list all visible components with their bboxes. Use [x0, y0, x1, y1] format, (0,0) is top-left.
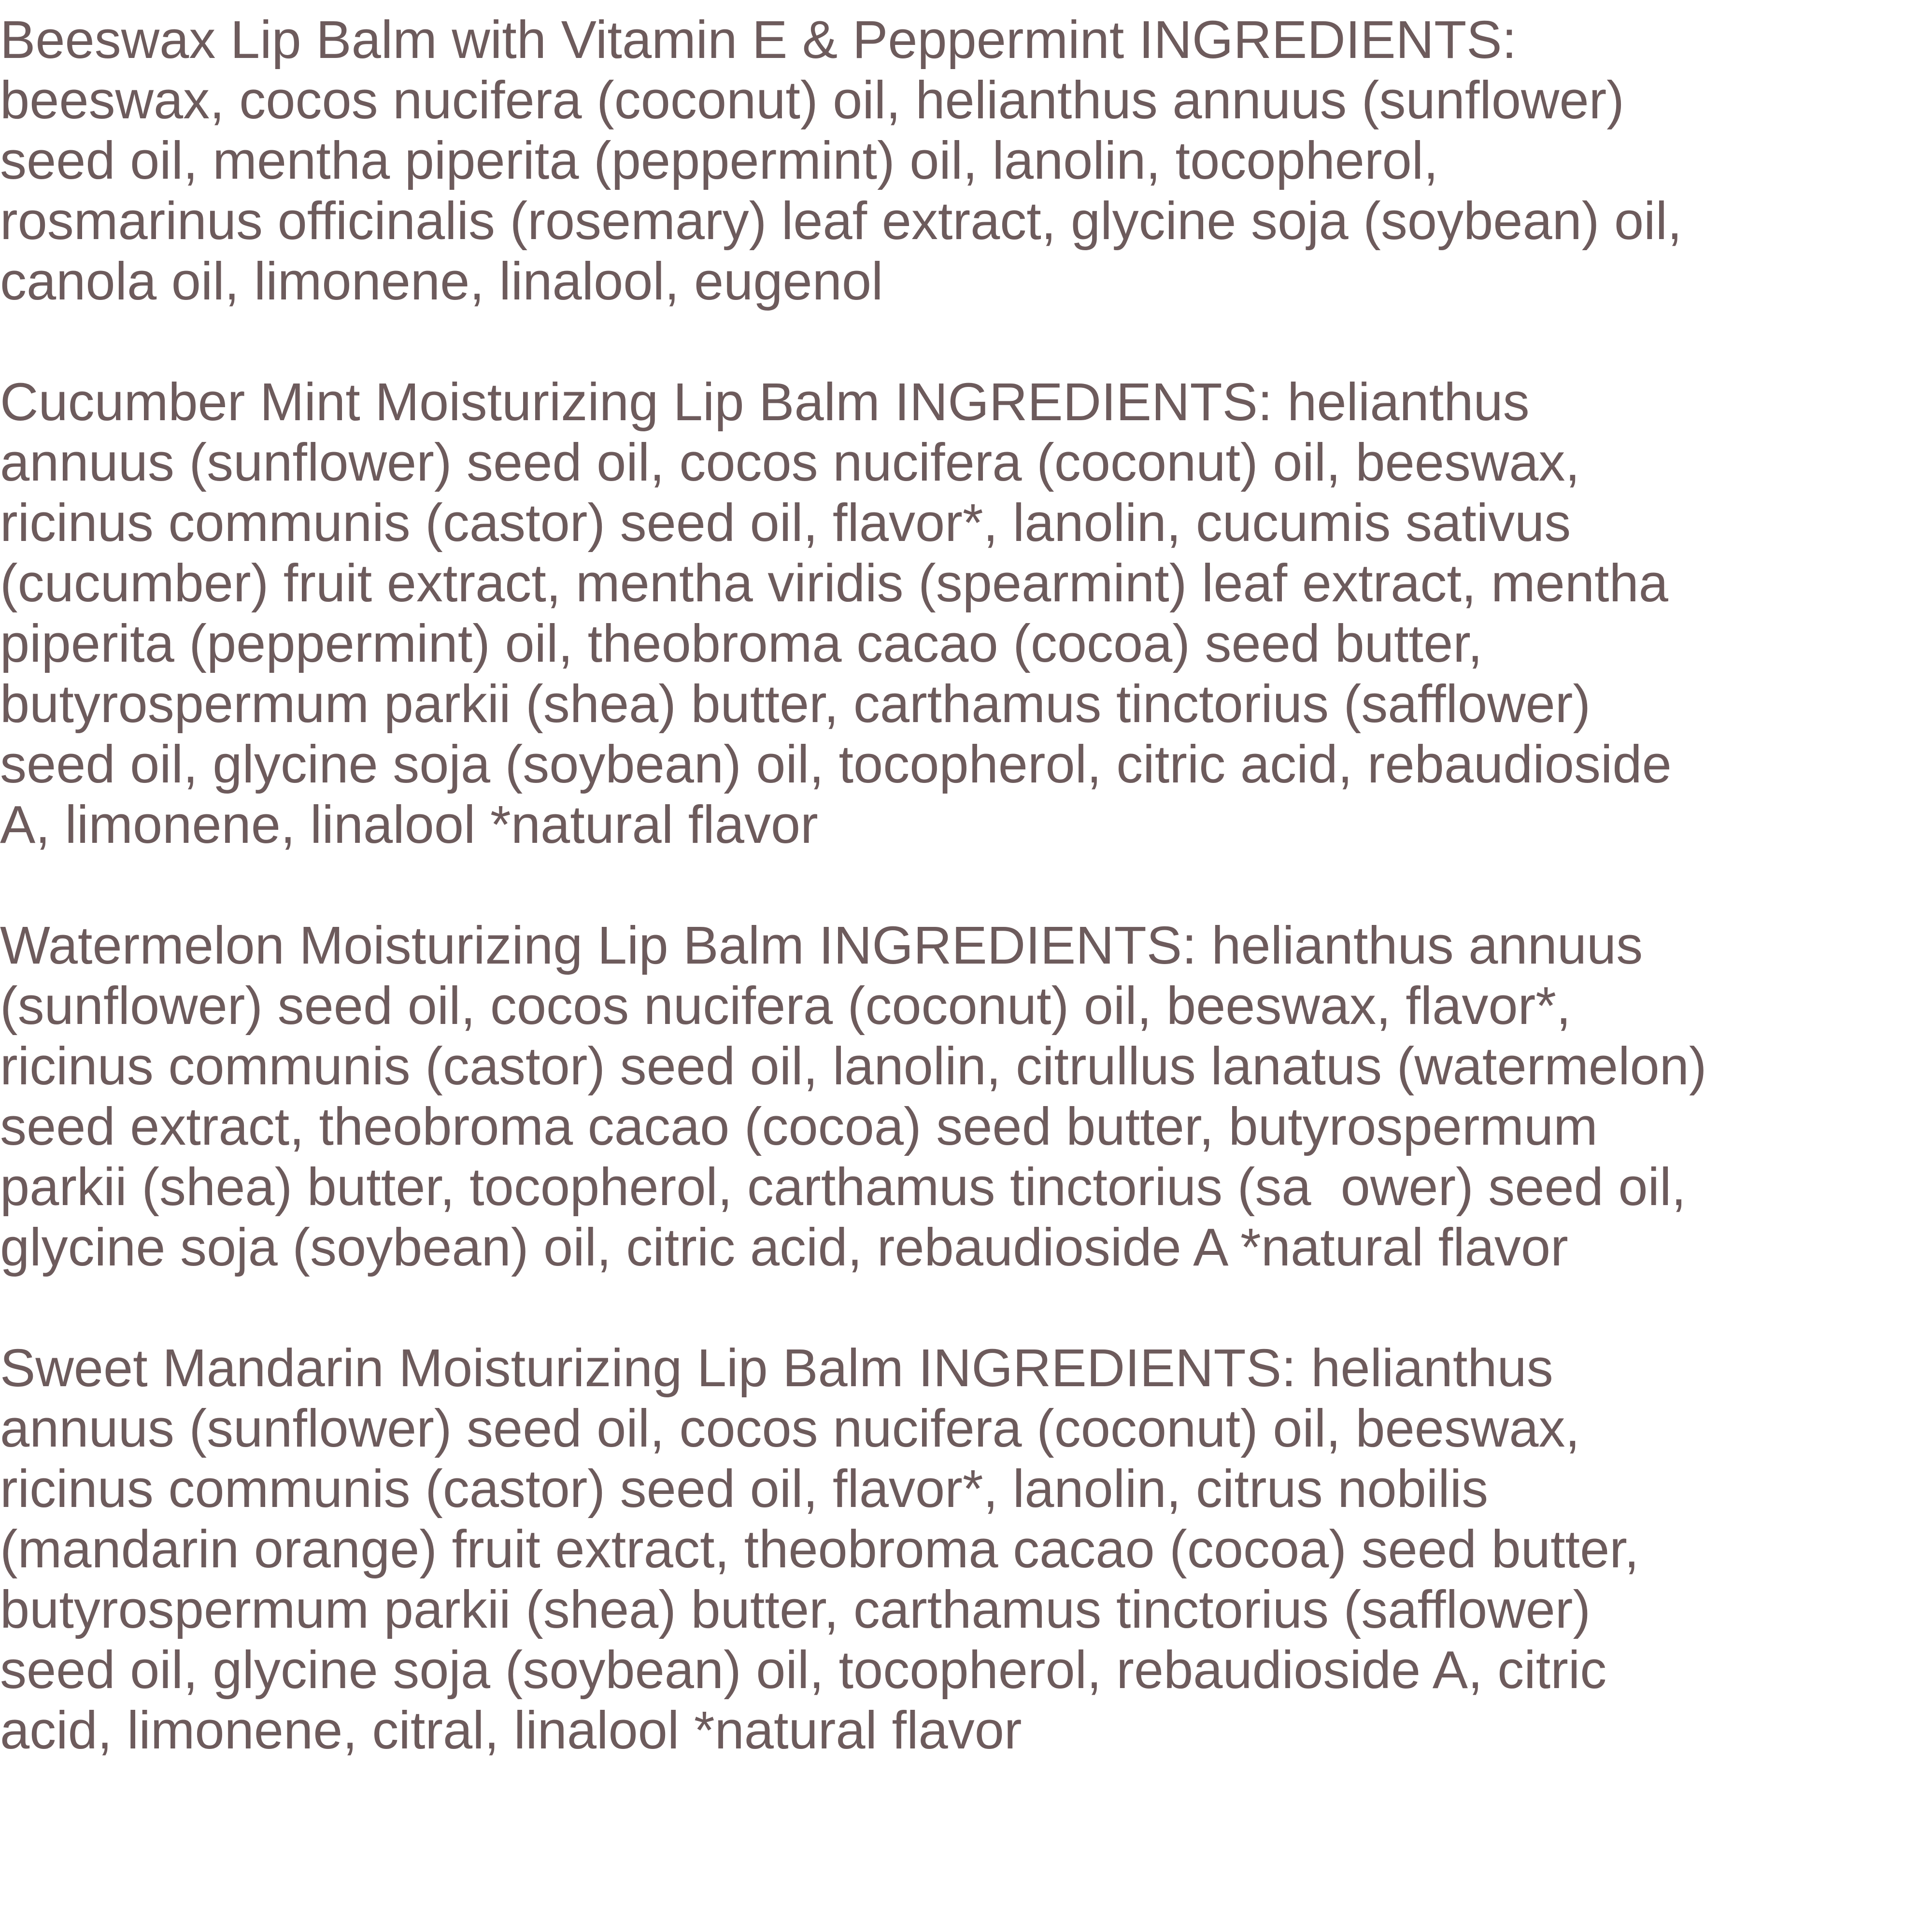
text-line: ricinus communis (castor) seed oil, flavor*, lanolin, citrus nobilis — [0, 1459, 1489, 1519]
beeswax-lip-balm-ingredients — [0, 10, 1932, 312]
cucumber-mint-lip-balm-ingredients — [0, 372, 1932, 855]
sweet-mandarin-lip-balm-ingredients — [0, 1338, 1932, 1761]
text-line: Sweet Mandarin Moisturizing Lip Balm INGREDIENTS: helianthus — [0, 1338, 1553, 1398]
text-line: seed extract, theobroma cacao (cocoa) seed butter, butyrospermum — [0, 1097, 1598, 1156]
text-line: glycine soja (soybean) oil, citric acid, rebaudioside A *natural flavor — [0, 1218, 1568, 1277]
text-line: rosmarinus officinalis (rosemary) leaf extract, glycine soja (soybean) oil, — [0, 191, 1682, 251]
text-line: (mandarin orange) fruit extract, theobroma cacao (cocoa) seed butter, — [0, 1520, 1639, 1579]
text-line: Cucumber Mint Moisturizing Lip Balm INGREDIENTS: helianthus — [0, 372, 1530, 432]
text-line: piperita (peppermint) oil, theobroma cacao (cocoa) seed butter, — [0, 614, 1483, 673]
text-line: ricinus communis (castor) seed oil, lanolin, citrullus lanatus (watermelon) — [0, 1037, 1707, 1096]
text-line: seed oil, glycine soja (soybean) oil, tocopherol, citric acid, rebaudioside — [0, 735, 1672, 794]
text-line: butyrospermum parkii (shea) butter, carthamus tinctorius (safflower) — [0, 674, 1591, 734]
text-line: seed oil, glycine soja (soybean) oil, tocopherol, rebaudioside A, citric — [0, 1640, 1607, 1700]
text-line: annuus (sunflower) seed oil, cocos nucifera (coconut) oil, beeswax, — [0, 1399, 1580, 1458]
text-line: acid, limonene, citral, linalool *natural flavor — [0, 1701, 1022, 1760]
text-line: Beeswax Lip Balm with Vitamin E & Peppermint INGREDIENTS: — [0, 10, 1517, 70]
text-line: (sunflower) seed oil, cocos nucifera (coconut) oil, beeswax, flavor*, — [0, 976, 1571, 1036]
text-line: parkii (shea) butter, tocopherol, carthamus tinctorius (sa ower) seed oil, — [0, 1157, 1686, 1217]
text-line: seed oil, mentha piperita (peppermint) oil, lanolin, tocopherol, — [0, 131, 1438, 190]
text-line: A, limonene, linalool *natural flavor — [0, 795, 818, 854]
text-line: (cucumber) fruit extract, mentha viridis (spearmint) leaf extract, mentha — [0, 554, 1668, 613]
text-line: beeswax, cocos nucifera (coconut) oil, helianthus annuus (sunflower) — [0, 71, 1624, 130]
text-line: Watermelon Moisturizing Lip Balm INGREDIENTS: helianthus annuus — [0, 916, 1643, 975]
text-line: ricinus communis (castor) seed oil, flavor*, lanolin, cucumis sativus — [0, 493, 1571, 553]
watermelon-lip-balm-ingredients — [0, 915, 1932, 1278]
text-line: butyrospermum parkii (shea) butter, carthamus tinctorius (safflower) — [0, 1580, 1591, 1639]
text-line: canola oil, limonene, linalool, eugenol — [0, 252, 883, 311]
ingredients-document — [0, 10, 1932, 1821]
text-line: annuus (sunflower) seed oil, cocos nucifera (coconut) oil, beeswax, — [0, 433, 1580, 492]
